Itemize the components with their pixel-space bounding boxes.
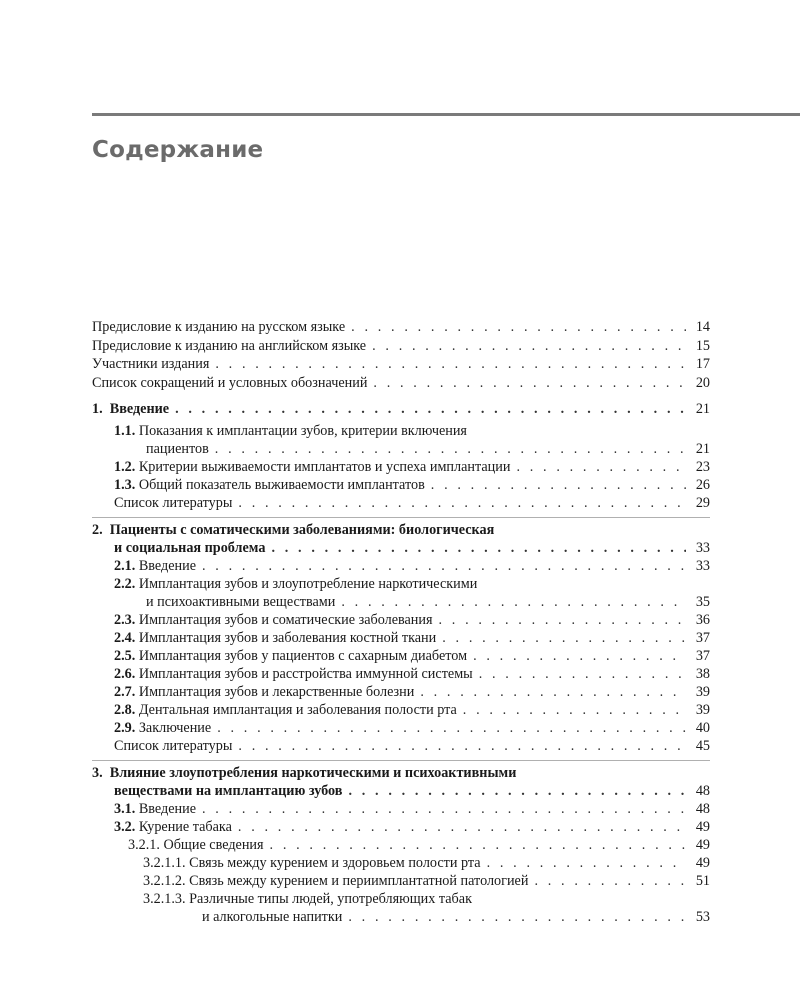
toc-page-number: 48	[695, 783, 710, 799]
chapter-title: Введение	[109, 401, 170, 417]
subsection-title: 3.2.1.2. Связь между курением и периимплантатной патологией	[143, 873, 529, 889]
header-rule	[92, 113, 800, 116]
toc-section-1-2[interactable]	[92, 458, 710, 476]
section-number: 2.5.	[114, 648, 136, 664]
chapter-title-continued: и социальная проблема	[114, 540, 266, 556]
leader-dots	[420, 683, 686, 701]
leader-dots	[348, 782, 686, 800]
subsection-title: 3.2.1. Общие сведения	[128, 837, 264, 853]
references-label: Список литературы	[114, 495, 233, 511]
leader-dots	[431, 476, 686, 494]
toc-page-number: 33	[695, 558, 710, 574]
leader-dots	[238, 494, 686, 512]
toc-section-2-3[interactable]	[92, 611, 710, 629]
section-title: Показания к имплантации зубов, критерии включения	[138, 423, 467, 439]
toc-entry-contributors[interactable]	[92, 355, 710, 374]
leader-dots	[348, 908, 686, 926]
toc-page-number: 51	[695, 873, 710, 889]
toc-subsection-3-2-1-3-line1[interactable]	[92, 890, 710, 908]
chapter-title: Пациенты с соматическими заболеваниями: биологическая	[109, 522, 495, 538]
toc-page-number: 37	[695, 630, 710, 646]
section-title: Общий показатель выживаемости имплантатов	[138, 477, 425, 493]
chapter-number: 2.	[92, 522, 103, 538]
leader-dots	[372, 337, 686, 356]
section-number: 3.2.	[114, 819, 136, 835]
toc-subsection-3-2-1[interactable]	[92, 836, 710, 854]
toc-entry-preface-english[interactable]	[92, 337, 710, 356]
toc-section-2-5[interactable]	[92, 647, 710, 665]
toc-page-number: 49	[695, 855, 710, 871]
leader-dots	[270, 836, 686, 854]
toc-page-number: 38	[695, 666, 710, 682]
leader-dots	[202, 800, 686, 818]
leader-dots	[439, 611, 686, 629]
toc-entry-label: Предисловие к изданию на русском языке	[92, 319, 346, 335]
toc-page-number: 26	[695, 477, 710, 493]
toc-page-number: 33	[695, 540, 710, 556]
leader-dots	[217, 719, 686, 737]
chapter-title-continued: веществами на имплантацию зубов	[114, 783, 343, 799]
toc-page-number: 53	[695, 909, 710, 925]
section-title: Дентальная имплантация и заболевания полости рта	[138, 702, 457, 718]
toc-section-1-3[interactable]	[92, 476, 710, 494]
leader-dots	[202, 557, 686, 575]
leader-dots	[463, 701, 686, 719]
toc-page-number: 17	[695, 356, 710, 372]
section-number: 2.1.	[114, 558, 136, 574]
leader-dots	[215, 355, 686, 374]
toc-subsection-3-2-1-3-line2[interactable]	[92, 908, 710, 926]
leader-dots	[238, 737, 686, 755]
table-of-contents	[92, 318, 710, 926]
section-title: Имплантация зубов и лекарственные болезни	[138, 684, 415, 700]
leader-dots	[479, 665, 686, 683]
toc-section-2-9[interactable]	[92, 719, 710, 737]
leader-dots	[175, 400, 686, 418]
leader-dots	[341, 593, 686, 611]
toc-page-number: 48	[695, 801, 710, 817]
toc-section-1-1-line2[interactable]	[92, 440, 710, 458]
toc-section-1-1-line1[interactable]	[92, 422, 710, 440]
toc-page-number: 23	[695, 459, 710, 475]
section-title: Заключение	[138, 720, 212, 736]
toc-subsection-3-2-1-2[interactable]	[92, 872, 710, 890]
section-title-continued: и психоактивными веществами	[146, 594, 336, 610]
section-number: 3.1.	[114, 801, 136, 817]
section-number: 2.2.	[114, 576, 136, 592]
section-number: 1.1.	[114, 423, 136, 439]
toc-chapter-3-line2[interactable]	[92, 782, 710, 800]
toc-subsection-3-2-1-1[interactable]	[92, 854, 710, 872]
section-title: Имплантация зубов у пациентов с сахарным диабетом	[138, 648, 468, 664]
toc-chapter-2-line2[interactable]	[92, 539, 710, 557]
toc-chapter-3-line1[interactable]	[92, 764, 710, 782]
toc-section-2-8[interactable]	[92, 701, 710, 719]
toc-page-number: 39	[695, 702, 710, 718]
toc-entry-preface-russian[interactable]	[92, 318, 710, 337]
section-number: 1.2.	[114, 459, 136, 475]
toc-section-2-6[interactable]	[92, 665, 710, 683]
toc-section-3-1[interactable]	[92, 800, 710, 818]
chapter-title: Влияние злоупотребления наркотическими и психоактивными	[109, 765, 517, 781]
leader-dots	[473, 647, 686, 665]
toc-section-2-2-line2[interactable]	[92, 593, 710, 611]
toc-references-2[interactable]	[92, 737, 710, 755]
toc-section-2-7[interactable]	[92, 683, 710, 701]
toc-references-1[interactable]	[92, 494, 710, 512]
section-number: 2.9.	[114, 720, 136, 736]
chapter-number: 3.	[92, 765, 103, 781]
section-number: 2.6.	[114, 666, 136, 682]
section-title: Введение	[138, 801, 197, 817]
section-title: Имплантация зубов и заболевания костной ткани	[138, 630, 437, 646]
toc-section-2-1[interactable]	[92, 557, 710, 575]
toc-section-3-2[interactable]	[92, 818, 710, 836]
toc-section-2-2-line1[interactable]	[92, 575, 710, 593]
section-title-continued: пациентов	[146, 441, 209, 457]
toc-page-number: 14	[695, 319, 710, 335]
subsection-title: 3.2.1.1. Связь между курением и здоровьем полости рта	[143, 855, 481, 871]
toc-page-number: 49	[695, 837, 710, 853]
toc-page-number: 37	[695, 648, 710, 664]
subsection-title-continued: и алкогольные напитки	[202, 909, 343, 925]
section-title: Имплантация зубов и соматические заболевания	[138, 612, 433, 628]
toc-page-number: 40	[695, 720, 710, 736]
toc-entry-label: Участники издания	[92, 356, 210, 372]
leader-dots	[516, 458, 686, 476]
toc-entry-abbreviations[interactable]	[92, 374, 710, 393]
toc-section-2-4[interactable]	[92, 629, 710, 647]
toc-page-number: 21	[695, 401, 710, 417]
toc-chapter-1[interactable]	[92, 400, 710, 418]
toc-entry-label: Предисловие к изданию на английском языке	[92, 337, 367, 354]
references-label: Список литературы	[114, 738, 233, 754]
toc-page-number: 49	[695, 819, 710, 835]
toc-page-number: 36	[695, 612, 710, 628]
chapter-number: 1.	[92, 401, 103, 417]
leader-dots	[487, 854, 686, 872]
leader-dots	[373, 374, 686, 393]
section-number: 2.7.	[114, 684, 136, 700]
toc-page-number: 21	[695, 441, 710, 457]
section-title: Критерии выживаемости имплантатов и успеха имплантации	[138, 459, 511, 475]
subsection-title: 3.2.1.3. Различные типы людей, употребляющих табак	[143, 891, 472, 907]
section-title: Имплантация зубов и злоупотребление наркотическими	[138, 576, 478, 592]
toc-page-number: 29	[695, 495, 710, 511]
section-title: Курение табака	[138, 819, 232, 835]
leader-dots	[271, 539, 686, 557]
page-title: Содержание	[92, 137, 264, 163]
section-number: 1.3.	[114, 477, 136, 493]
section-title: Введение	[138, 558, 197, 574]
section-number: 2.8.	[114, 702, 136, 718]
section-number: 2.4.	[114, 630, 136, 646]
leader-dots	[215, 440, 686, 458]
leader-dots	[238, 818, 686, 836]
toc-page-number: 45	[695, 738, 710, 754]
toc-entry-label: Список сокращений и условных обозначений	[92, 374, 368, 391]
leader-dots	[534, 872, 686, 890]
toc-page-number: 15	[695, 337, 710, 354]
section-title: Имплантация зубов и расстройства иммунной системы	[138, 666, 473, 682]
toc-chapter-2-line1[interactable]	[92, 521, 710, 539]
section-number: 2.3.	[114, 612, 136, 628]
toc-page-number: 39	[695, 684, 710, 700]
leader-dots	[351, 318, 686, 337]
toc-page-number: 35	[695, 594, 710, 610]
leader-dots	[442, 629, 686, 647]
toc-page-number: 20	[695, 374, 710, 391]
